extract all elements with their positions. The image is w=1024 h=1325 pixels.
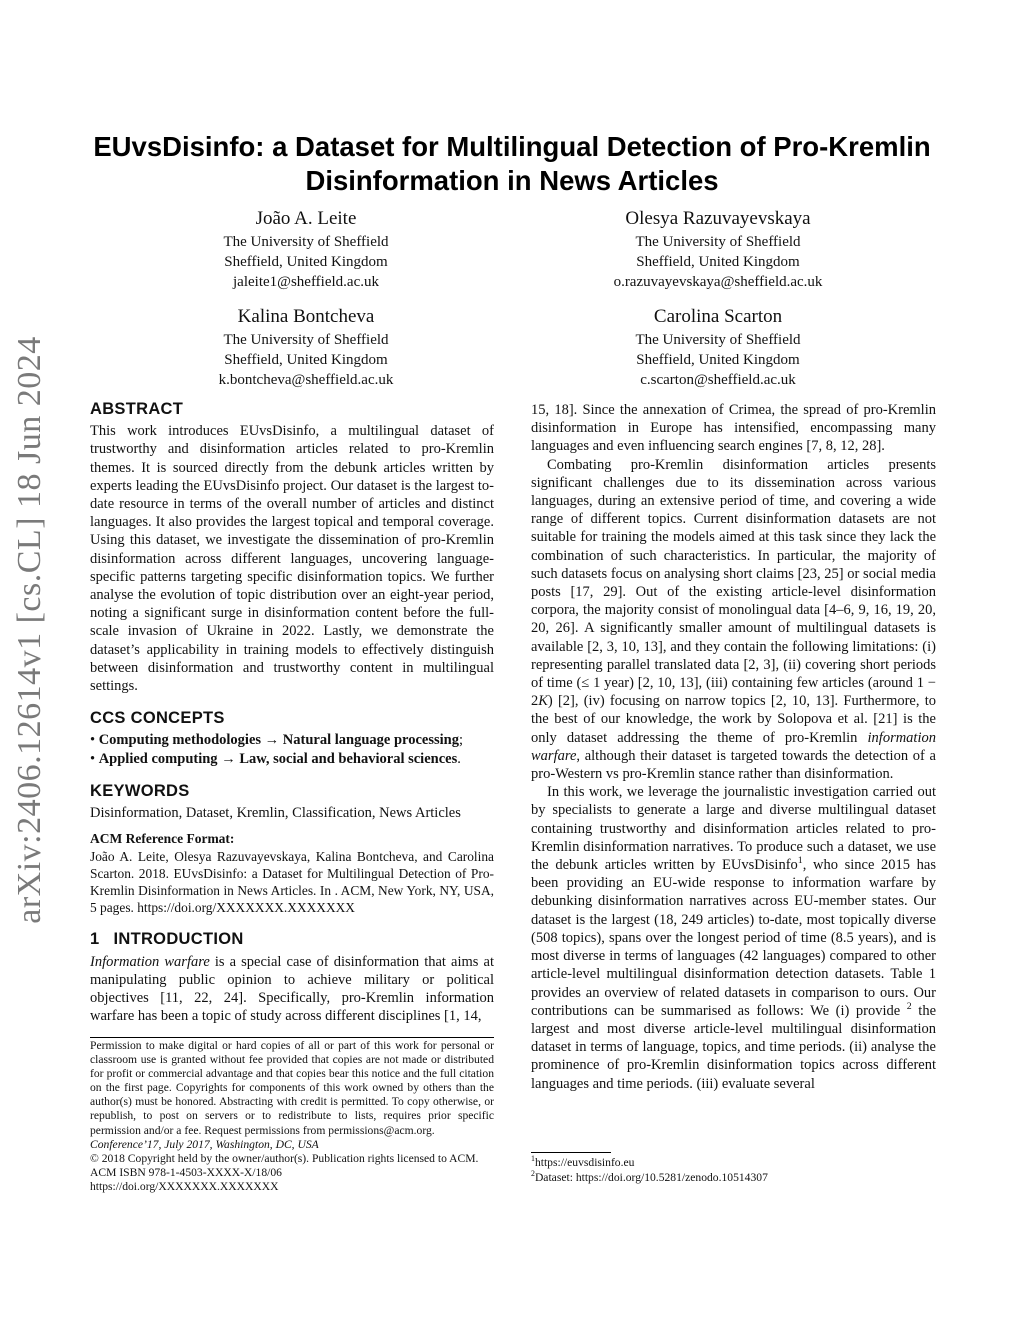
footnotes — [531, 1156, 936, 1185]
footnote-text: https://euvsdisinfo.eu — [534, 1156, 635, 1169]
intro-p1-tail-text: 15, 18]. Since the annexation of Crimea, the spread of pro-Kremlin disinformation in Europe has intensified, encompassing many languages and even influencing search engines [7, 8, 12, 28]. — [531, 402, 936, 455]
conference-line: Conference’17, July 2017, Washington, DC, USA — [90, 1137, 319, 1151]
permission-text: Permission to make digital or hard copies of all or part of this work for personal or classroom use is granted without fee provided that copies are not made or distributed for profit or commercial advantage and that copies bear this notice and the full citation on the first page. Copyrights for components of this work owned by others than the author(s) must be honored. Abstracting with credit is permitted. To copy otherwise, or republish, to post on servers or to redistribute to lists, requires prior specific permission and/or a fee. Request permissions from permissions@acm.org. — [90, 1039, 494, 1137]
keywords-heading: KEYWORDS — [90, 781, 190, 800]
copyright-line: © 2018 Copyright held by the owner/author(s). Publication rights licensed to ACM. — [90, 1151, 479, 1165]
reference-format-label: ACM Reference Format: — [90, 831, 235, 847]
footnote-ref-2: 2 — [906, 1000, 912, 1012]
intro-p2-text-c: , although their dataset is targeted towards the detection of a pro-Western vs pro-Kremlin stance rather than disinformation. — [531, 747, 936, 783]
author-affiliation: The University of Sheffield — [223, 332, 389, 348]
intro-term-information-warfare: Information warfare — [90, 953, 210, 970]
permission-rule — [90, 1037, 494, 1038]
author-location: Sheffield, United Kingdom — [224, 254, 388, 270]
intro-p3-text-c: the largest and most diverse article-level multilingual disinformation dataset in terms of language, topics, and time periods. (ii) analyse the prominence of pro-Kremlin disinformation topics across different languages and time periods. (iii) evaluate several — [531, 1002, 937, 1092]
ccs-arrow: → — [261, 732, 283, 749]
author-location: Sheffield, United Kingdom — [224, 352, 388, 368]
section-number: 1 — [90, 930, 100, 949]
footnote-text: Dataset: https://doi.org/10.5281/zenodo.10514307 — [534, 1170, 768, 1184]
intro-paragraph-1-text: is a special case of disinformation that aims at manipulating public opinion to achieve military or political objectives [11, 22, 24]. Specifically, pro-Kremlin information warfare has been a topic of study across different disciplines [1, 14, — [90, 953, 494, 1025]
author-name: Olesya Razuvayevskaya — [625, 208, 811, 229]
ccs-item-2-concept: Law, social and behavioral sciences — [239, 750, 458, 767]
ccs-item-1: • Computing methodologies → Natural language processing; — [90, 732, 463, 749]
ccs-heading: CCS CONCEPTS — [90, 709, 225, 728]
intro-term-information-warfare-2: information warfare — [531, 729, 936, 764]
ccs-item-1-end: ; — [458, 732, 463, 749]
author-email: jaleite1@sheffield.ac.uk — [233, 274, 379, 290]
keywords-text: Disinformation, Dataset, Kremlin, Classification, News Articles — [90, 805, 461, 822]
author-affiliation: The University of Sheffield — [635, 332, 801, 348]
intro-paragraph-1 — [90, 953, 494, 1026]
title-line-2: Disinformation in News Articles — [305, 165, 719, 196]
abstract-heading: ABSTRACT — [90, 400, 184, 418]
abstract-text: This work introduces EUvsDisinfo, a multilingual dataset of trustworthy and disinformation articles related to pro-Kremlin themes. It is sourced directly from the debunk articles written by experts leading the EUvsDisinfo project. Our dataset is the largest to-date resource in terms of the overall number of articles and distinct languages. It also provides the largest topical and temporal coverage. Using this dataset, we investigate the dissemination of pro-Kremlin disinformation across different languages, uncovering language-specific patterns targeting specific disinformation topics. We further analyse the evolution of topic distribution over an eight-year period, noting a significant surge in disinformation content before the full-scale invasion of Ukraine in 2022. Lastly, we demonstrate the dataset’s applicability in training models to effectively distinguish between disinformation and trustworthy content in multilingual settings. — [90, 423, 494, 695]
author-email: o.razuvayevskaya@sheffield.ac.uk — [613, 274, 823, 290]
author-block-2 — [568, 207, 868, 292]
paper-title — [80, 130, 944, 198]
intro-paragraph-3 — [531, 783, 936, 1092]
ccs-item-2-category: Applied computing — [98, 750, 218, 767]
intro-p3-text-b: , who since 2015 has been providing an EU-wide response to information warfare by debunking disinformation narratives across EU-member states. Our dataset is the largest (18, 249 articles) to-date, most topically diverse (508 topics), spans over the longest period of time (8.5 years), and is most diverse in terms of languages (42 languages) compared to other article-level multilingual disinformation detection datasets. Table 1 provides an overview of related datasets in comparison to ours. Our contributions can be summarised as follows: We (i) provide — [531, 857, 936, 1019]
reference-format-text: João A. Leite, Olesya Razuvayevskaya, Kalina Bontcheva, and Carolina Scarton. 2018. EUvsDisinfo: a Dataset for Multilingual Detection of Pro-Kremlin Disinformation in News Articles. In . ACM, New York, NY, USA, 5 pages. https://doi.org/XXXXXXX.XXXXXXX — [90, 849, 494, 916]
author-name: João A. Leite — [255, 208, 357, 229]
right-column-text — [531, 401, 936, 1093]
author-location: Sheffield, United Kingdom — [636, 254, 800, 270]
isbn-line: ACM ISBN 978-1-4503-XXXX-X/18/06 — [90, 1165, 282, 1179]
ccs-item-2-end: . — [457, 750, 461, 767]
author-affiliation: The University of Sheffield — [223, 234, 389, 250]
author-name: Carolina Scarton — [653, 306, 783, 327]
footnote-mark: 2 — [531, 1168, 535, 1178]
intro-paragraph-1-tail — [531, 401, 936, 456]
author-block-1 — [156, 207, 456, 292]
footnote-1 — [531, 1156, 936, 1171]
author-email: k.bontcheva@sheffield.ac.uk — [218, 372, 394, 388]
author-name: Kalina Bontcheva — [237, 306, 375, 327]
author-block-4 — [568, 305, 868, 390]
footnote-ref-1: 1 — [797, 855, 803, 867]
intro-p3-text-a: In this work, we leverage the journalistic investigation carried out by specialists to generate a large and diverse multilingual dataset containing trustworthy and disinformation articles related to pro-Kremlin disinformation narratives. To produce such a dataset, we use the debunk articles written by EUvsDisinfo — [531, 784, 936, 874]
footnote-mark: 1 — [531, 1154, 535, 1164]
ccs-item-1-category: Computing methodologies — [98, 732, 262, 749]
ccs-item-1-concept: Natural language processing — [282, 732, 459, 749]
footnote-2 — [531, 1168, 936, 1186]
intro-p2-k: K — [538, 693, 548, 710]
section-title: INTRODUCTION — [113, 930, 244, 949]
arxiv-identifier: arXiv:2406.12614v1 [cs.CL] 18 Jun 2024 — [11, 336, 48, 924]
intro-p2-text-b: ) [2], (iv) focusing on narrow topics [2, 10, 13]. Furthermore, to the best of our knowledge, the work by Solopova et al. [21] is the only dataset addressing the theme of pro-Kremlin — [531, 693, 936, 746]
left-column — [90, 400, 494, 1025]
author-affiliation: The University of Sheffield — [635, 234, 801, 250]
ccs-item-2: • Applied computing → Law, social and behavioral sciences. — [90, 750, 461, 767]
author-email: c.scarton@sheffield.ac.uk — [640, 372, 796, 388]
intro-paragraph-2 — [531, 456, 936, 784]
intro-p2-text-a: Combating pro-Kremlin disinformation articles presents significant challenges due to its dissemination across various languages, during an extensive period of time, and covering a wide range of different topics. Current disinformation datasets are not suitable for training the models aimed at this task since they lack the combination of such characteristics. In particular, the majority of such datasets focus on analysing short claims [23, 25] or social media posts [17, 29]. Out of the existing article-level disinformation corpora, the majority consist of monolingual data [4–6, 9, 16, 19, 20, 20, 26]. A significantly smaller amount of multilingual datasets is available [2, 3, 10, 13], and they contain the following limitations: (i) representing parallel translated data [2, 3], (ii) covering short periods of time (≤ 1 year) [2, 10, 13], (iii) containing few articles (around 1 − 2 — [531, 456, 936, 710]
author-location: Sheffield, United Kingdom — [636, 352, 800, 368]
permission-block — [90, 1039, 494, 1194]
introduction-heading — [90, 930, 494, 948]
doi-line: https://doi.org/XXXXXXX.XXXXXXX — [90, 1179, 279, 1193]
author-block-3 — [156, 305, 456, 390]
title-line-1: EUvsDisinfo: a Dataset for Multilingual Detection of Pro-Kremlin — [93, 131, 931, 162]
footnote-rule — [531, 1152, 611, 1153]
ccs-arrow: → — [217, 750, 240, 767]
